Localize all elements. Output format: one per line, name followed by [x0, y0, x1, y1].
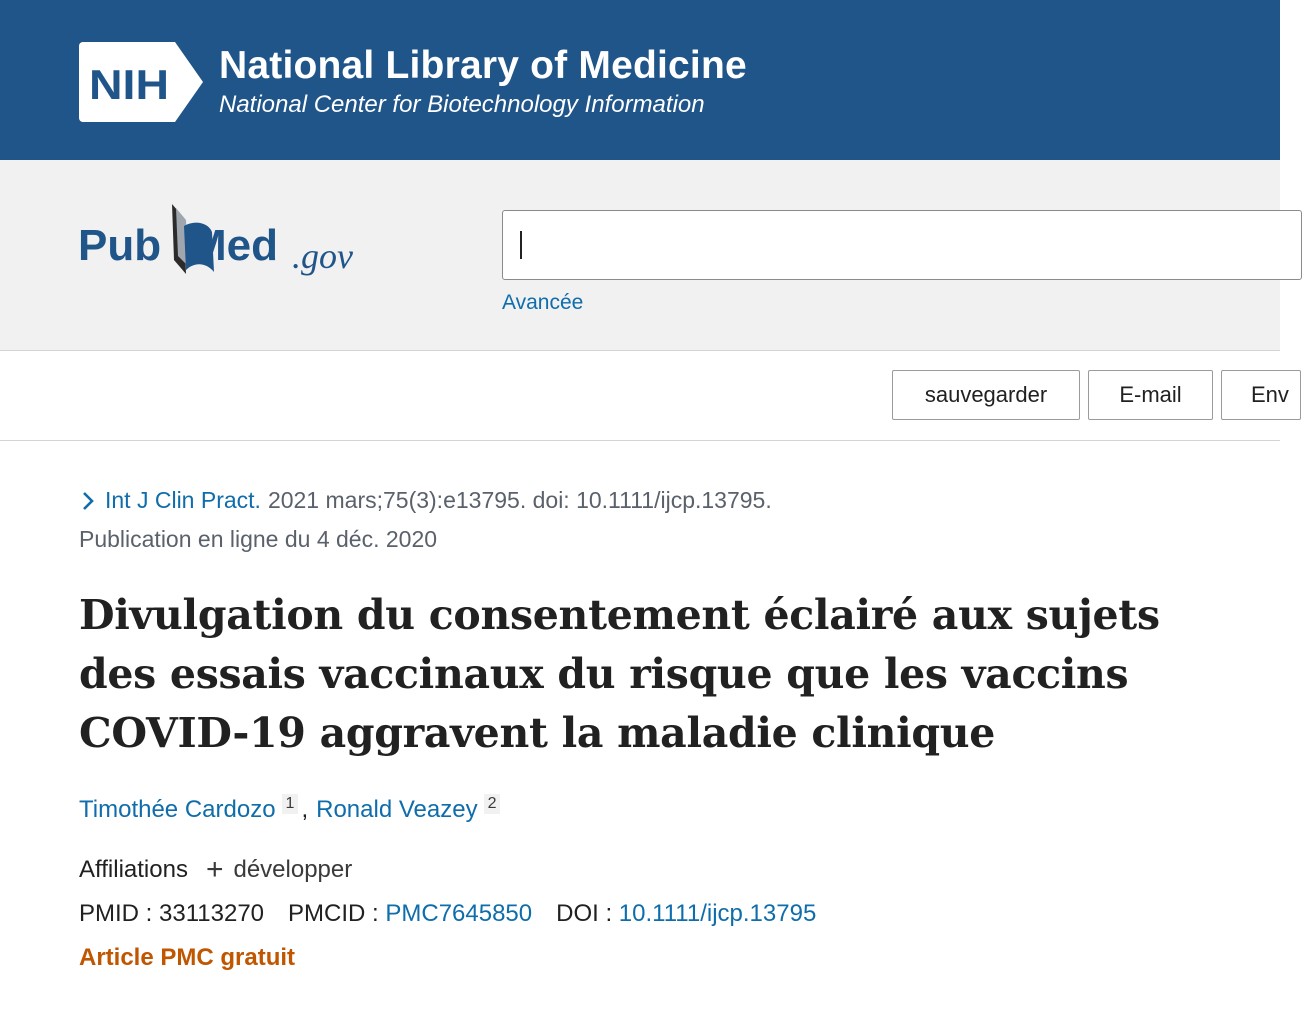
author-link[interactable]: Timothée Cardozo: [79, 796, 276, 823]
pmid-label: PMID :: [79, 900, 160, 927]
chevron-right-icon[interactable]: [79, 490, 97, 512]
doi-label: DOI :: [556, 900, 619, 927]
svg-text:Pub: Pub: [78, 221, 162, 270]
author-link[interactable]: Ronald Veazey: [316, 796, 478, 823]
doi-group: [556, 900, 816, 928]
epub-date: Publication en ligne du 4 déc. 2020: [79, 526, 438, 552]
svg-text:Med: Med: [190, 221, 278, 270]
affiliations-row: [79, 853, 353, 886]
nih-title: National Library of Medicine: [219, 44, 747, 87]
pmid-value: 33113270: [159, 900, 265, 927]
plus-icon: +: [205, 853, 224, 886]
author-separator: ,: [301, 796, 309, 823]
svg-text:.gov: .gov: [292, 236, 353, 276]
nih-logo-text: NIH: [89, 61, 169, 108]
save-button[interactable]: sauvegarder: [892, 370, 1080, 420]
nih-subtitle: National Center for Biotechnology Information: [219, 91, 705, 118]
free-pmc-article-badge: Article PMC gratuit: [79, 944, 296, 971]
affiliation-marker[interactable]: 2: [484, 794, 501, 814]
pmcid-label: PMCID :: [288, 900, 386, 927]
pmid-group: [79, 900, 264, 928]
affiliations-label: Affiliations: [79, 856, 188, 883]
expand-label: développer: [233, 856, 353, 883]
citation-line: [79, 487, 772, 514]
affiliation-marker[interactable]: 1: [282, 794, 299, 814]
citation-details: 2021 mars;75(3):e13795. doi: 10.1111/ijcp.13795.: [267, 487, 772, 513]
authors-list: [79, 796, 503, 824]
send-to-button[interactable]: Env: [1221, 370, 1301, 420]
text-caret: [520, 231, 522, 259]
pmcid-link[interactable]: PMC7645850: [385, 900, 533, 927]
expand-affiliations-button[interactable]: [205, 853, 353, 886]
email-button[interactable]: E-mail: [1088, 370, 1213, 420]
search-input[interactable]: [502, 210, 1302, 280]
pmcid-group: [288, 900, 532, 928]
identifiers-row: [79, 900, 840, 928]
doi-link[interactable]: 10.1111/ijcp.13795: [618, 900, 817, 927]
nih-logo[interactable]: [79, 42, 205, 122]
pubmed-logo[interactable]: [78, 198, 378, 288]
article-title: Divulgation du consentement éclairé aux sujets des essais vaccinaux du risque que les vaccins COVID-19 aggravent la maladie clinique: [79, 591, 1160, 757]
advanced-search-link[interactable]: Avancée: [502, 291, 584, 314]
journal-link[interactable]: Int J Clin Pract.: [105, 487, 261, 513]
